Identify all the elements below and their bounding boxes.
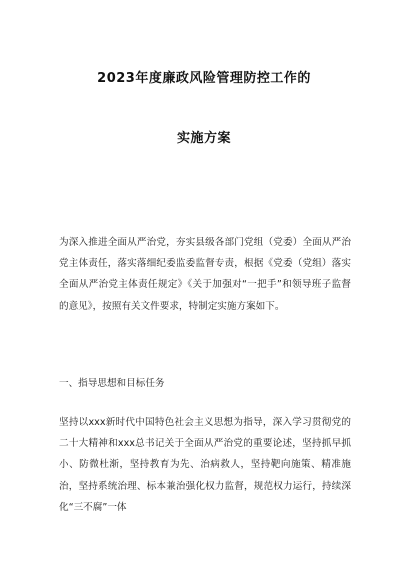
document-title-line-1: 2023年度廉政风险管理防控工作的 — [97, 71, 311, 86]
section-heading: 一、指导思想和目标任务 — [59, 378, 165, 389]
section-body-paragraph: 坚持以xxx新时代中国特色社会主义思想为指导，深入学习贯彻党的二十大精神和xxx总书记关于全面从严治党的重要论述，坚持抓早抓小、防微杜渐，坚持教育为先、治病救人，坚持靶向施策、精准施治，坚持系统治理、标本兼治强化权力监督，规范权力运行，持续深化“三不腐”一体 — [59, 417, 351, 513]
document-title-line-2: 实施方案 — [176, 131, 231, 146]
intro-paragraph: 为深入推进全面从严治党，夯实县级各部门党组（党委）全面从严治党主体责任，落实落细纪委监委监督专责，根据《党委（党组）落实全面从严治党主体责任规定》《关于加强对“一把手”和领导班子监督的意见》，按照有关文件要求，特制定实施方案如下。 — [59, 237, 351, 312]
